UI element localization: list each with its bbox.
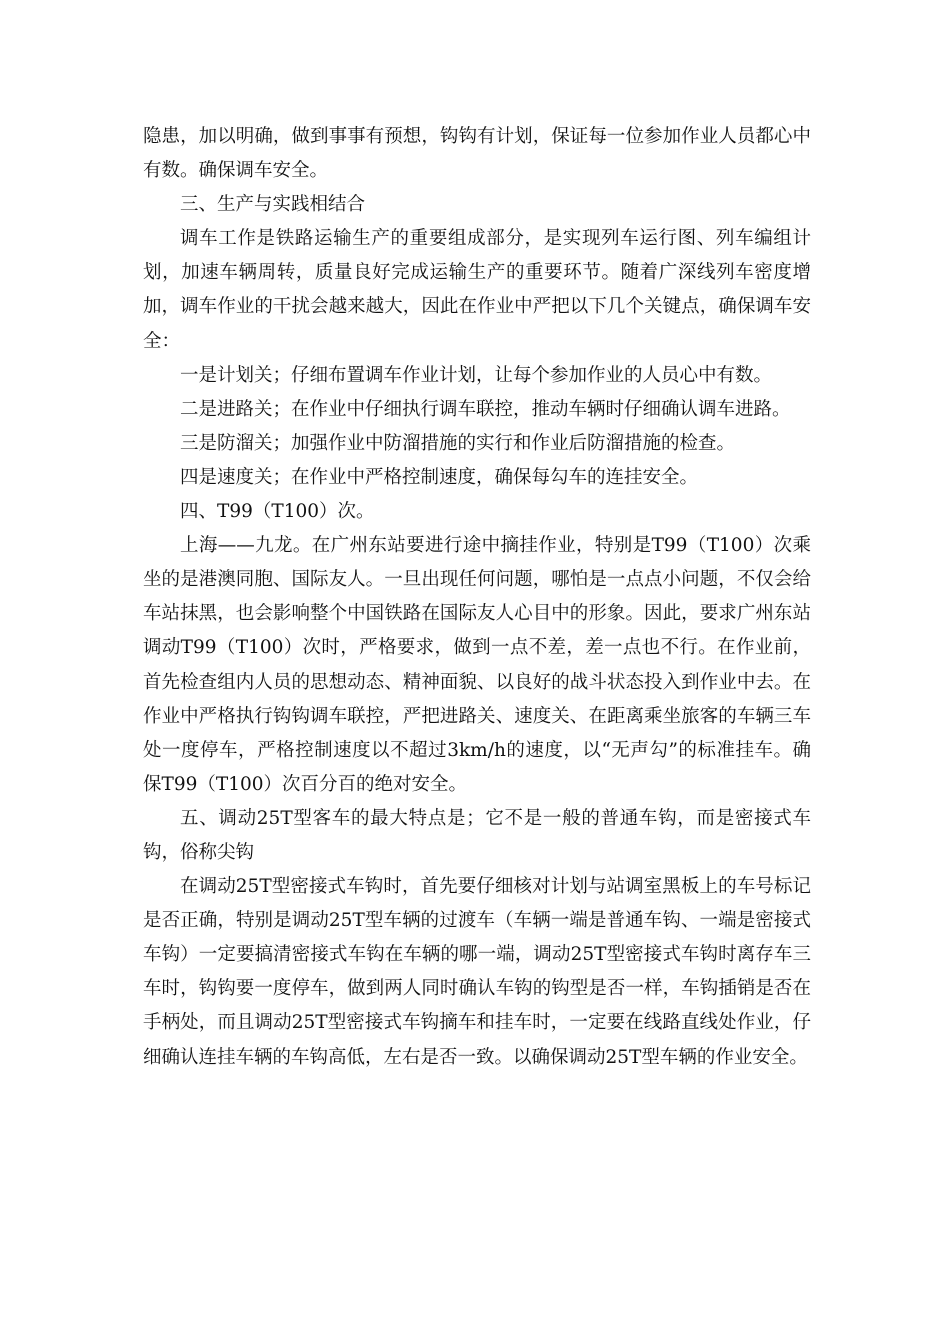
paragraph: 上海——九龙。在广州东站要进行途中摘挂作业，特别是T99（T100）次乘坐的是港澳同胞、国际友人。一旦出现任何问题，哪怕是一点点小问题，不仅会给车站抹黑，也会影响整个中国铁路在国际友人心目中的形象。因此，要求广州东站调动T99（T100）次时，严格要求，做到一点不差，差一点也不行。在作业前，首先检查组内人员的思想动态、精神面貌、以良好的战斗状态投入到作业中去。在作业中严格执行钩钩调车联控，严把进路关、速度关、在距离乘坐旅客的车辆三车处一度停车，严格控制速度以不超过3km/h的速度，以“无声勾”的标准挂车。确保T99（T100）次百分百的绝对安全。 — [143, 535, 811, 795]
document-body — [143, 120, 811, 1075]
paragraph: 调车工作是铁路运输生产的重要组成部分，是实现列车运行图、列车编组计划，加速车辆周转，质量良好完成运输生产的重要环节。随着广深线列车密度增加，调车作业的干扰会越来越大，因此在作业中严把以下几个关键点，确保调车安全： — [143, 228, 811, 352]
list-item-route: 二是进路关；在作业中仔细执行调车联控，推动车辆时仔细确认调车进路。 — [180, 398, 791, 420]
list-item-anti-slip: 三是防溜关；加强作业中防溜措施的实行和作业后防溜措施的检查。 — [180, 432, 736, 454]
paragraph: 在调动25T型密接式车钩时，首先要仔细核对计划与站调室黑板上的车号标记是否正确，特别是调动25T型车辆的过渡车（车辆一端是普通车钩、一端是密接式车钩）一定要搞清密接式车钩在车辆的哪一端，调动25T型密接式车钩时离存车三车时，钩钩要一度停车，做到两人同时确认车钩的钩型是否一样，车钩插销是否在手柄处，而且调动25T型密接式车钩摘车和挂车时，一定要在线路直线处作业，仔细确认连挂车辆的车钩高低，左右是否一致。以确保调动25T型车辆的作业安全。 — [143, 876, 811, 1068]
section-heading-5: 五、调动25T型客车的最大特点是；它不是一般的普通车钩，而是密接式车钩，俗称尖钩 — [143, 807, 811, 863]
section-heading-4: 四、T99（T100）次。 — [180, 501, 375, 523]
section-heading-3: 三、生产与实践相结合 — [180, 194, 366, 216]
list-item-speed: 四是速度关；在作业中严格控制速度，确保每勾车的连挂安全。 — [180, 466, 699, 488]
paragraph-continuation: 隐患，加以明确，做到事事有预想，钩钩有计划，保证每一位参加作业人员都心中有数。确保调车安全。 — [143, 126, 811, 182]
list-item-plan: 一是计划关；仔细布置调车作业计划，让每个参加作业的人员心中有数。 — [180, 364, 773, 386]
